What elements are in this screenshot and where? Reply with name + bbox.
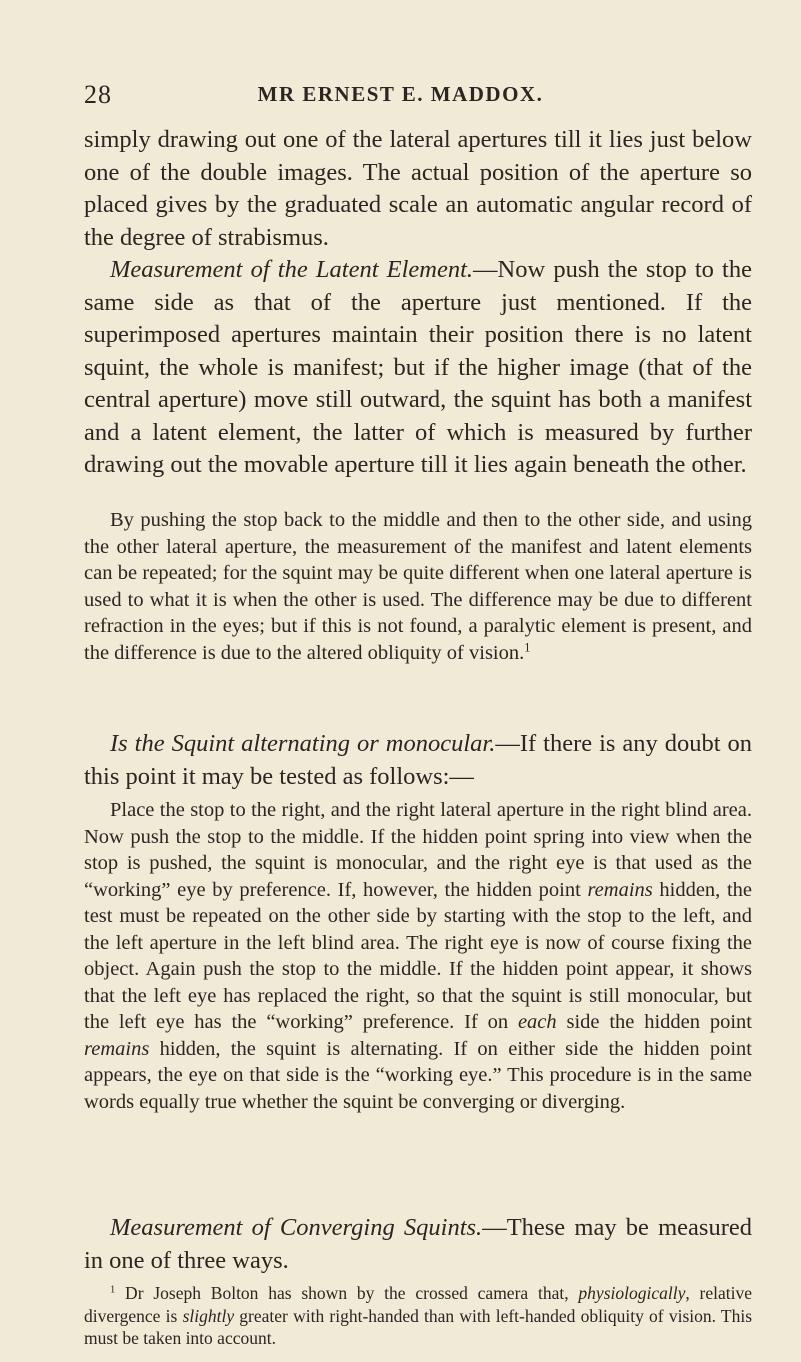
footnote-marker: 1: [110, 1284, 116, 1296]
footnote: $^1$ Dr Joseph Bolton has shown by the crossed camera that, physiologically, relative divergence is slightly greater with right-handed than with left-handed obliquity of vision. This must be taken into account.: [84, 1283, 753, 1348]
paragraph-latent-element: [84, 254, 752, 482]
paragraph-converging-text: —These may be measured in one of three ways.: [84, 1214, 752, 1274]
section-heading-alternating: Is the Squint alternating or monocular.: [110, 730, 496, 757]
paragraph-stop-back: [84, 507, 752, 666]
paragraph-stop-back-text: By pushing the stop back to the middle and then to the other side, and using the other lateral aperture, the measurement of the manifest and latent elements can be repeated; for the squint may be quite different when one lateral aperture is used to what it is when the other is used. The difference may be due to different refraction in the eyes; but if this is not found, a paralytic element is present, and the difference is due to the altered obliquity of vision.: [84, 509, 752, 664]
paragraph-latent-text: —Now push the stop to the same side as that of the aperture just mentioned. If the superimposed apertures maintain their position there is no latent squint, the whole is manifest; but if the higher image (that of the central aperture) move still outward, the squint has both a manifest and a latent element, the latter of which is measured by further drawing out the movable aperture till it lies again beneath the other.: [84, 256, 752, 478]
section-heading-converging: Measurement of Converging Squints.: [110, 1214, 483, 1241]
running-head: MR ERNEST E. MADDOX.: [257, 82, 544, 106]
paragraph-converging: [84, 1212, 752, 1277]
paragraph-test-procedure: Place the stop to the right, and the right lateral aperture in the right blind area. Now push the stop to the middle. If the hidden point spring into view when the stop is pushed, the squint is monocular, and the right eye is that used as the “working” eye by preference. If, however, the hidden point remains hidden, the test must be repeated on the other side by starting with the stop to the left, and the left aperture in the left blind area. The right eye is now of course fixing the object. Again push the stop to the middle. If the hidden point appear, it shows that the left eye has replaced the right, so that the squint is still monocular, but the left eye has the “working” preference. If on each side the hidden point remains hidden, the squint is alternating. If on either side the hidden point appears, the eye on that side is the “working eye.” This procedure is in the same words equally true whether the squint be converging or diverging.: [84, 799, 752, 1113]
paragraph-alternating: [84, 728, 752, 793]
paragraph-intro: [84, 124, 752, 254]
page-number: 28: [84, 80, 112, 109]
footnote-reference: 1: [524, 640, 531, 655]
paragraph-alternating-text: —If there is any doubt on this point it may be tested as follows:—: [84, 730, 752, 790]
page-header: [0, 80, 801, 116]
paragraph-continuation: simply drawing out one of the lateral apertures till it lies just below one of the double images. The actual position of the aperture so placed gives by the graduated scale an automatic angular record of the degree of strabismus.: [84, 126, 752, 251]
section-heading-latent: Measurement of the Latent Element.: [110, 256, 474, 283]
